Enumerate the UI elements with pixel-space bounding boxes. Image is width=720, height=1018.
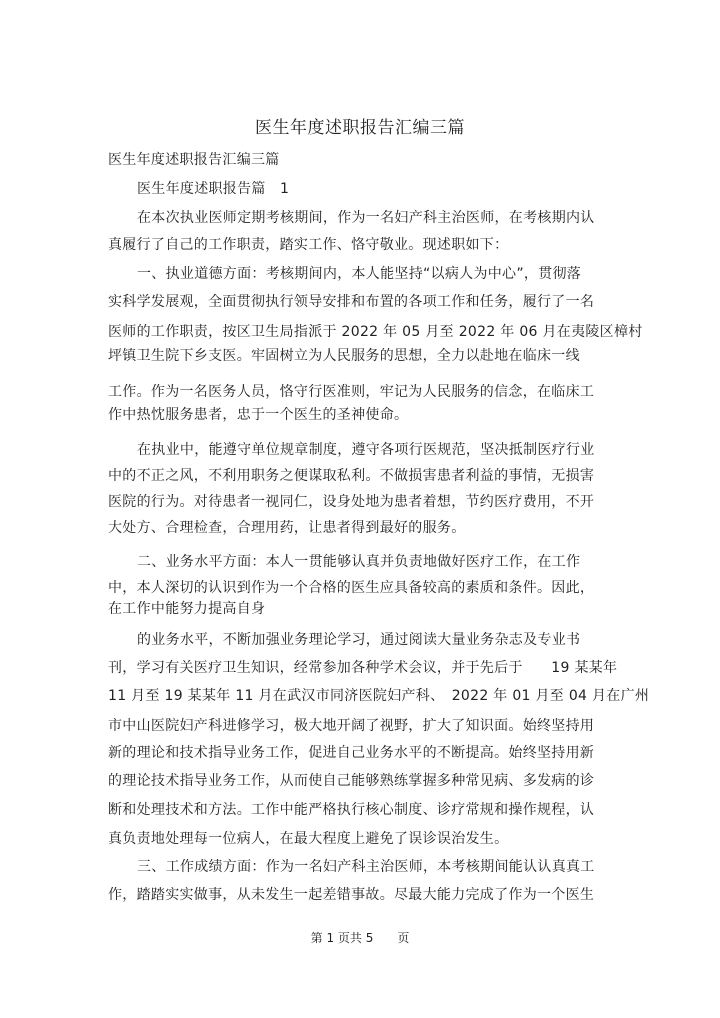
document-title: 医生年度述职报告汇编三篇 (255, 118, 465, 138)
body-line: 作中热忱服务患者，忠于一个医生的圣神使命。 (108, 407, 409, 423)
page-footer: 第 1 页共 5 页 (310, 931, 410, 945)
body-line: 三、工作成绩方面：作为一名妇产科主治医师，本考核期间能认认真真工 (137, 859, 595, 875)
body-line: 实科学发展观，全面贯彻执行领导安排和布置的各项工作和任务，履行了一名 (108, 294, 595, 310)
body-line: 11 月至 19 某某年 11 月在武汉市同济医院妇产科、 2022 年 01 月至 04 月在广州 (108, 688, 650, 704)
body-line: 在本次执业医师定期考核期间，作为一名妇产科主治医师，在考核期内认 (137, 210, 595, 226)
body-line: 中，本人深切的认识到作为一个合格的医生应具备较高的素质和条件。因此， (108, 580, 595, 596)
document-subtitle: 医生年度述职报告汇编三篇 (108, 152, 280, 168)
body-line: 二、业务水平方面：本人一贯能够认真并负责地做好医疗工作，在工作 (137, 554, 581, 570)
body-line: 刊，学习有关医疗卫生知识，经常参加各种学术会议，并于先后于 19 某某年 (108, 660, 618, 676)
body-line: 坪镇卫生院下乡支医。牢固树立为人民服务的思想，全力以赴地在临床一线 (108, 348, 580, 364)
body-line: 在执业中，能遵守单位规章制度，遵守各项行医规范，坚决抵制医疗行业 (137, 442, 595, 458)
body-line: 医院的行为。对待患者一视同仁，设身处地为患者着想，节约医疗费用，不开 (108, 494, 595, 510)
body-line: 真负责地处理每一位病人，在最大程度上避免了误诊误治发生。 (108, 831, 509, 847)
section-heading: 医生年度述职报告篇 1 (137, 181, 290, 197)
body-line: 的业务水平，不断加强业务理论学习，通过阅读大量业务杂志及专业书 (137, 632, 581, 648)
body-line: 断和处理技术和方法。工作中能严格执行核心制度、诊疗常规和操作规程，认 (108, 802, 595, 818)
body-line: 大处方、合理检查，合理用药，让患者得到最好的服务。 (108, 520, 466, 536)
body-line: 中的不正之风，不利用职务之便谋取私利。不做损害患者利益的事情，无损害 (108, 468, 595, 484)
body-line: 在工作中能努力提高自身 (108, 601, 266, 617)
body-line: 新的理论和技术指导业务工作，促进自己业务水平的不断提高。始终坚持用新 (108, 745, 595, 761)
body-line: 一、执业道德方面：考核期间内，本人能坚持“以病人为中心”，贯彻落 (137, 266, 582, 282)
body-line: 真履行了自己的工作职责，踏实工作、恪守敬业。现述职如下： (108, 237, 509, 253)
body-line: 市中山医院妇产科进修学习，极大地开阔了视野，扩大了知识面。始终坚持用 (108, 718, 595, 734)
body-line: 医师的工作职责，按区卫生局指派于 2022 年 05 月至 2022 年 06 月在夷陵区樟村 (108, 324, 643, 340)
body-line: 的理论技术指导业务工作，从而使自己能够熟练掌握多种常见病、多发病的诊 (108, 773, 595, 789)
body-line: 工作。作为一名医务人员，恪守行医准则，牢记为人民服务的信念，在临床工 (108, 384, 595, 400)
body-line: 作，踏踏实实做事，从未发生一起差错事故。尽最大能力完成了作为一个医生 (108, 887, 595, 903)
